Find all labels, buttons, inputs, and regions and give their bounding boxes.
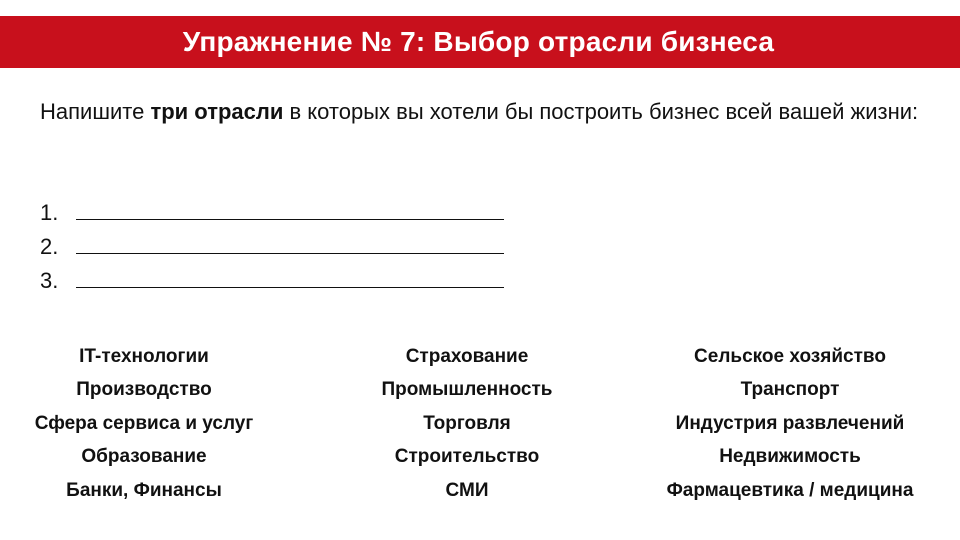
industry-item: Строительство [394, 446, 540, 468]
answer-number: 2. [40, 234, 59, 259]
answer-number: 1. [40, 200, 59, 225]
answer-row-1 [40, 196, 504, 230]
answer-number: 3. [40, 268, 59, 293]
industry-item: Сфера сервиса и услуг [34, 412, 254, 434]
industry-item: Недвижимость [719, 446, 861, 468]
instruction-text [40, 96, 920, 128]
industry-column-1 [0, 340, 288, 507]
industry-item: Страхование [405, 346, 529, 367]
industry-item: Промышленность [381, 379, 553, 401]
industry-item: Сельское хозяйство [694, 346, 886, 367]
answer-blanks [40, 196, 504, 298]
answer-line [76, 265, 504, 288]
answer-line [76, 231, 504, 254]
title-bar [0, 16, 960, 68]
industry-item: Фармацевтика / медицина [666, 479, 914, 501]
page-title: Упражнение № 7: Выбор отрасли бизнеса [182, 26, 775, 57]
instruction-text-start: Напишите [40, 99, 151, 124]
answer-line [76, 197, 504, 220]
industry-item: IT-технологии [79, 346, 209, 367]
industry-column-2 [322, 340, 612, 507]
industry-item: Торговля [423, 412, 511, 434]
industry-item: Индустрия развлечений [675, 412, 905, 434]
industry-item: Образование [81, 446, 207, 468]
industry-item: Банки, Финансы [66, 479, 222, 501]
instruction-text-end: в которых вы хотели бы построить бизнес всей вашей жизни: [283, 99, 919, 124]
industry-item: Производство [76, 379, 212, 401]
answer-row-2 [40, 230, 504, 264]
industry-item: Транспорт [740, 379, 840, 401]
industry-item: СМИ [445, 479, 489, 501]
industry-column-3 [640, 340, 940, 507]
answer-row-3 [40, 264, 504, 298]
instruction-emphasis: три отрасли [150, 99, 284, 124]
